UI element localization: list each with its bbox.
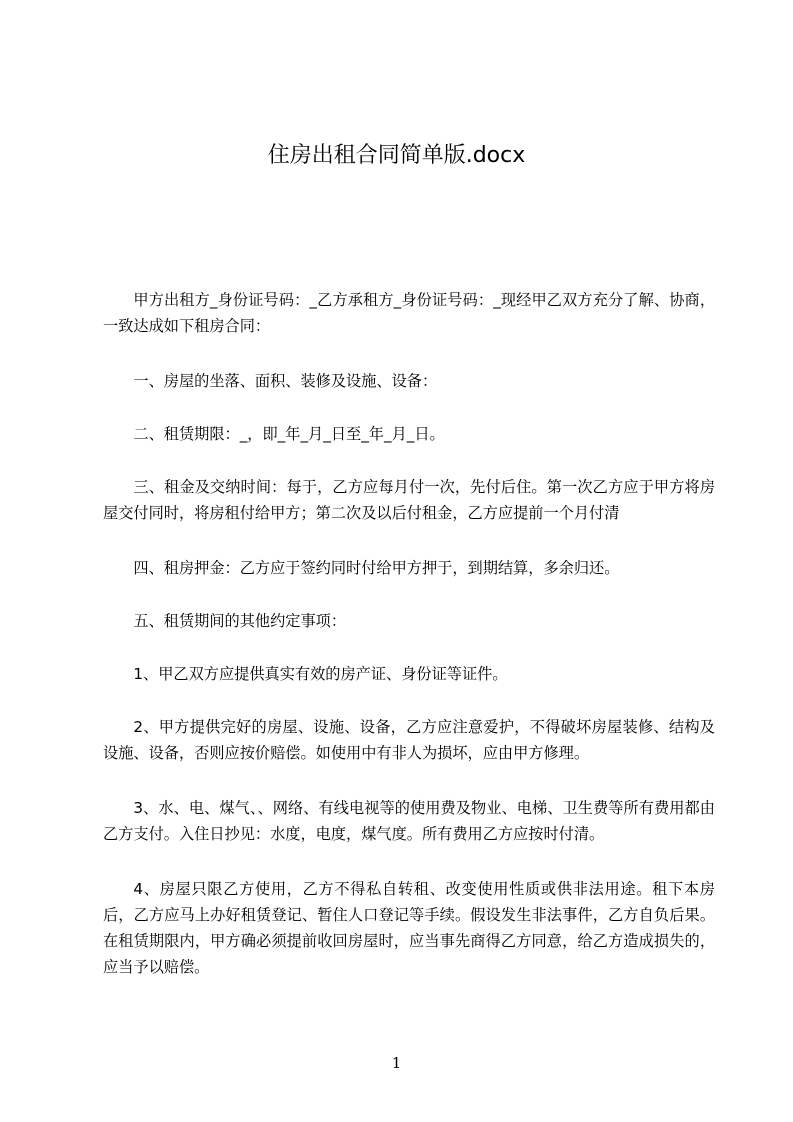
paragraph-preamble: 甲方出租方_身份证号码：_乙方承租方_身份证号码：_现经甲乙双方充分了解、协商，一致达成如下租房合同： <box>103 291 715 335</box>
paragraph-clause-1: 一、房屋的坐落、面积、装修及设施、设备： <box>133 372 438 390</box>
paragraph-item-3: 3、水、电、煤气、、网络、有线电视等的使用费及物业、电梯、卫生费等所有费用都由乙方支付。入住日抄见：水度，电度，煤气度。所有费用乙方应按时付清。 <box>103 799 715 843</box>
document-title: 住房出租合同简单版.docx <box>267 143 526 168</box>
paragraph-clause-2: 二、租赁期限：_，即_年_月_日至_年_月_日。 <box>133 425 445 443</box>
paragraph-clause-3: 三、租金及交纳时间：每于，乙方应每月付一次，先付后住。第一次乙方应于甲方将房屋交付同时，将房租付给甲方；第二次及以后付租金，乙方应提前一个月付清 <box>103 478 715 522</box>
paragraph-item-1: 1、甲乙双方应提供真实有效的房产证、身份证等证件。 <box>133 665 508 683</box>
paragraph-clause-5: 五、租赁期间的其他约定事项： <box>133 612 347 630</box>
paragraph-item-2: 2、甲方提供完好的房屋、设施、设备，乙方应注意爱护，不得破坏房屋装修、结构及设施、设备，否则应按价赔偿。如使用中有非人为损坏，应由甲方修理。 <box>103 718 715 762</box>
paragraph-item-4: 4、房屋只限乙方使用，乙方不得私自转租、改变使用性质或供非法用途。租下本房后，乙方应马上办好租赁登记、暂住人口登记等手续。假设发生非法事件，乙方自负后果。在租赁期限内，甲方确必须提前收回房屋时，应当事先商得乙方同意，给乙方造成损失的，应当予以赔偿。 <box>103 880 715 976</box>
paragraph-clause-4: 四、租房押金：乙方应于签约同时付给甲方押于，到期结算，多余归还。 <box>133 559 620 577</box>
page-number: 1 <box>391 1054 402 1072</box>
